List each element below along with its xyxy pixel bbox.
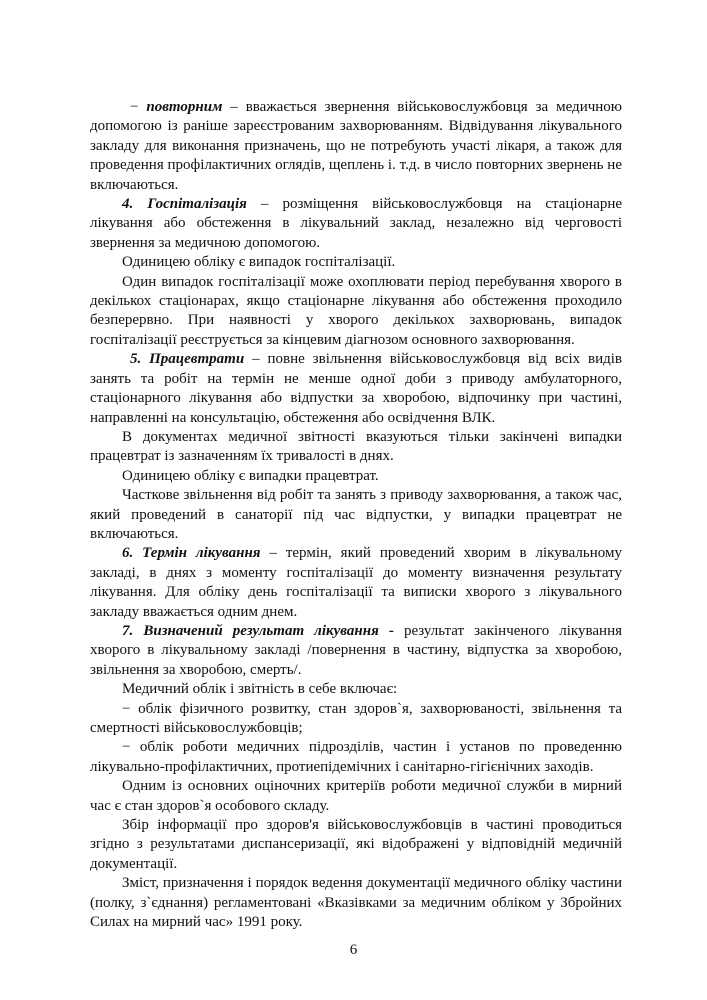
paragraph-text-block: Медичний облік і звітність в себе включає: [122, 681, 398, 698]
paragraph-repeat-visit [90, 98, 622, 195]
term-hospitalization: 4. Госпіталізація [122, 196, 247, 213]
term-treatment-term: 6. Термін лікування [122, 545, 261, 562]
list-item: − облік роботи медичних підрозділів, частин і установ по проведенню лікувально-профілактичних, протиепідемічних і санітарно-гігієнічних заходів. [90, 739, 622, 775]
paragraph-treatment-result [90, 622, 622, 680]
paragraph-treatment-term [90, 544, 622, 622]
paragraph-text-block: Часткове звільнення від робіт та занять з приводу захворювання, а також час, який проведений в санаторії під час відпустки, у випадки працевтрат не включаються. [90, 487, 622, 542]
paragraph-text-block: Збір інформації про здоров'я військовослужбовців в частині проводиться згідно з результатами диспансеризації, які відображені у відповідній медичній документації. [90, 817, 622, 872]
paragraph-text-block: Зміст, призначення і порядок ведення документації медичного обліку частини (полку, з`єднання) регламентовані «Вказівками за медичним обліком у Збройних Силах на мирний час» 1991 року. [90, 875, 622, 931]
list-item: − облік фізичного розвитку, стан здоров`я, захворюваності, звільнення та смертності військовослужбовців; [90, 700, 622, 736]
document-body [90, 98, 622, 932]
paragraph-text-block: В документах медичної звітності вказуються тільки закінчені випадки працевтрат із зазначенням їх тривалості в днях. [90, 428, 622, 465]
page-number: 6 [349, 942, 358, 958]
paragraph-text-block: Одиницею обліку є випадок госпіталізації. [122, 254, 396, 271]
paragraph-text-block: Одним із основних оціночних критеріїв роботи медичної служби в мирний час є стан здоров`я особового складу. [90, 778, 622, 814]
term-treatment-result: 7. Визначений результат лікування [122, 622, 379, 639]
paragraph-text: – вважається звернення військовослужбовця за медичною допомогою із раніше зареєстрованим захворюванням. Відвідування лікувального закладу для виконання призначень, що не потребують участі лікаря, а також для проведення профілактичних оглядів, щеплень і. т.д. в число повторних звернень не включаються. [90, 99, 622, 193]
paragraph-text-block: Одиницею обліку є випадки працевтрат. [122, 467, 379, 484]
paragraph-text: – повне звільнення військовослужбовця від всіх видів занять та робіт на термін не менше одної доби з приводу амбулаторного, стаціонарного лікування або відпустки за хворобою, відпочинку при частині, направленні на консультацію, обстеження або освідчення ВЛК. [90, 351, 623, 426]
paragraph-text: – розміщення військовослужбовця на стаціонарне лікування або обстеження в лікувальний заклад, незалежно від черговості звернення за медичною допомогою. [90, 196, 623, 251]
paragraph-text-block: Один випадок госпіталізації може охоплювати період перебування хворого в декількох стаціонарах, якщо стаціонарне лікування або обстеження проходило безперервно. При наявності у хворого декількох захворювань, випадок госпіталізації реєструється за кінцевим діагнозом основного захворювання. [90, 273, 622, 348]
paragraph-work-loss [90, 350, 622, 428]
term-repeat: повторним [146, 99, 223, 115]
paragraph-text: результат закінченого лікування хворого в лікувальному закладі /повернення в частину, відпустка за хворобою, звільнення за хворобою, смерть/. [90, 622, 622, 678]
list-dash: − [130, 99, 147, 115]
paragraph-hospitalization [90, 195, 622, 253]
paragraph-text: – термін, який проведений хворим в лікувальному закладі, в днях з моменту госпіталізації до моменту визначення результату лікування. Для обліку день госпіталізації та виписки хворого з лікувального закладу вважається одним днем. [90, 545, 622, 620]
term-dash: - [378, 622, 394, 639]
term-work-loss: 5. Працевтрати [130, 351, 245, 368]
